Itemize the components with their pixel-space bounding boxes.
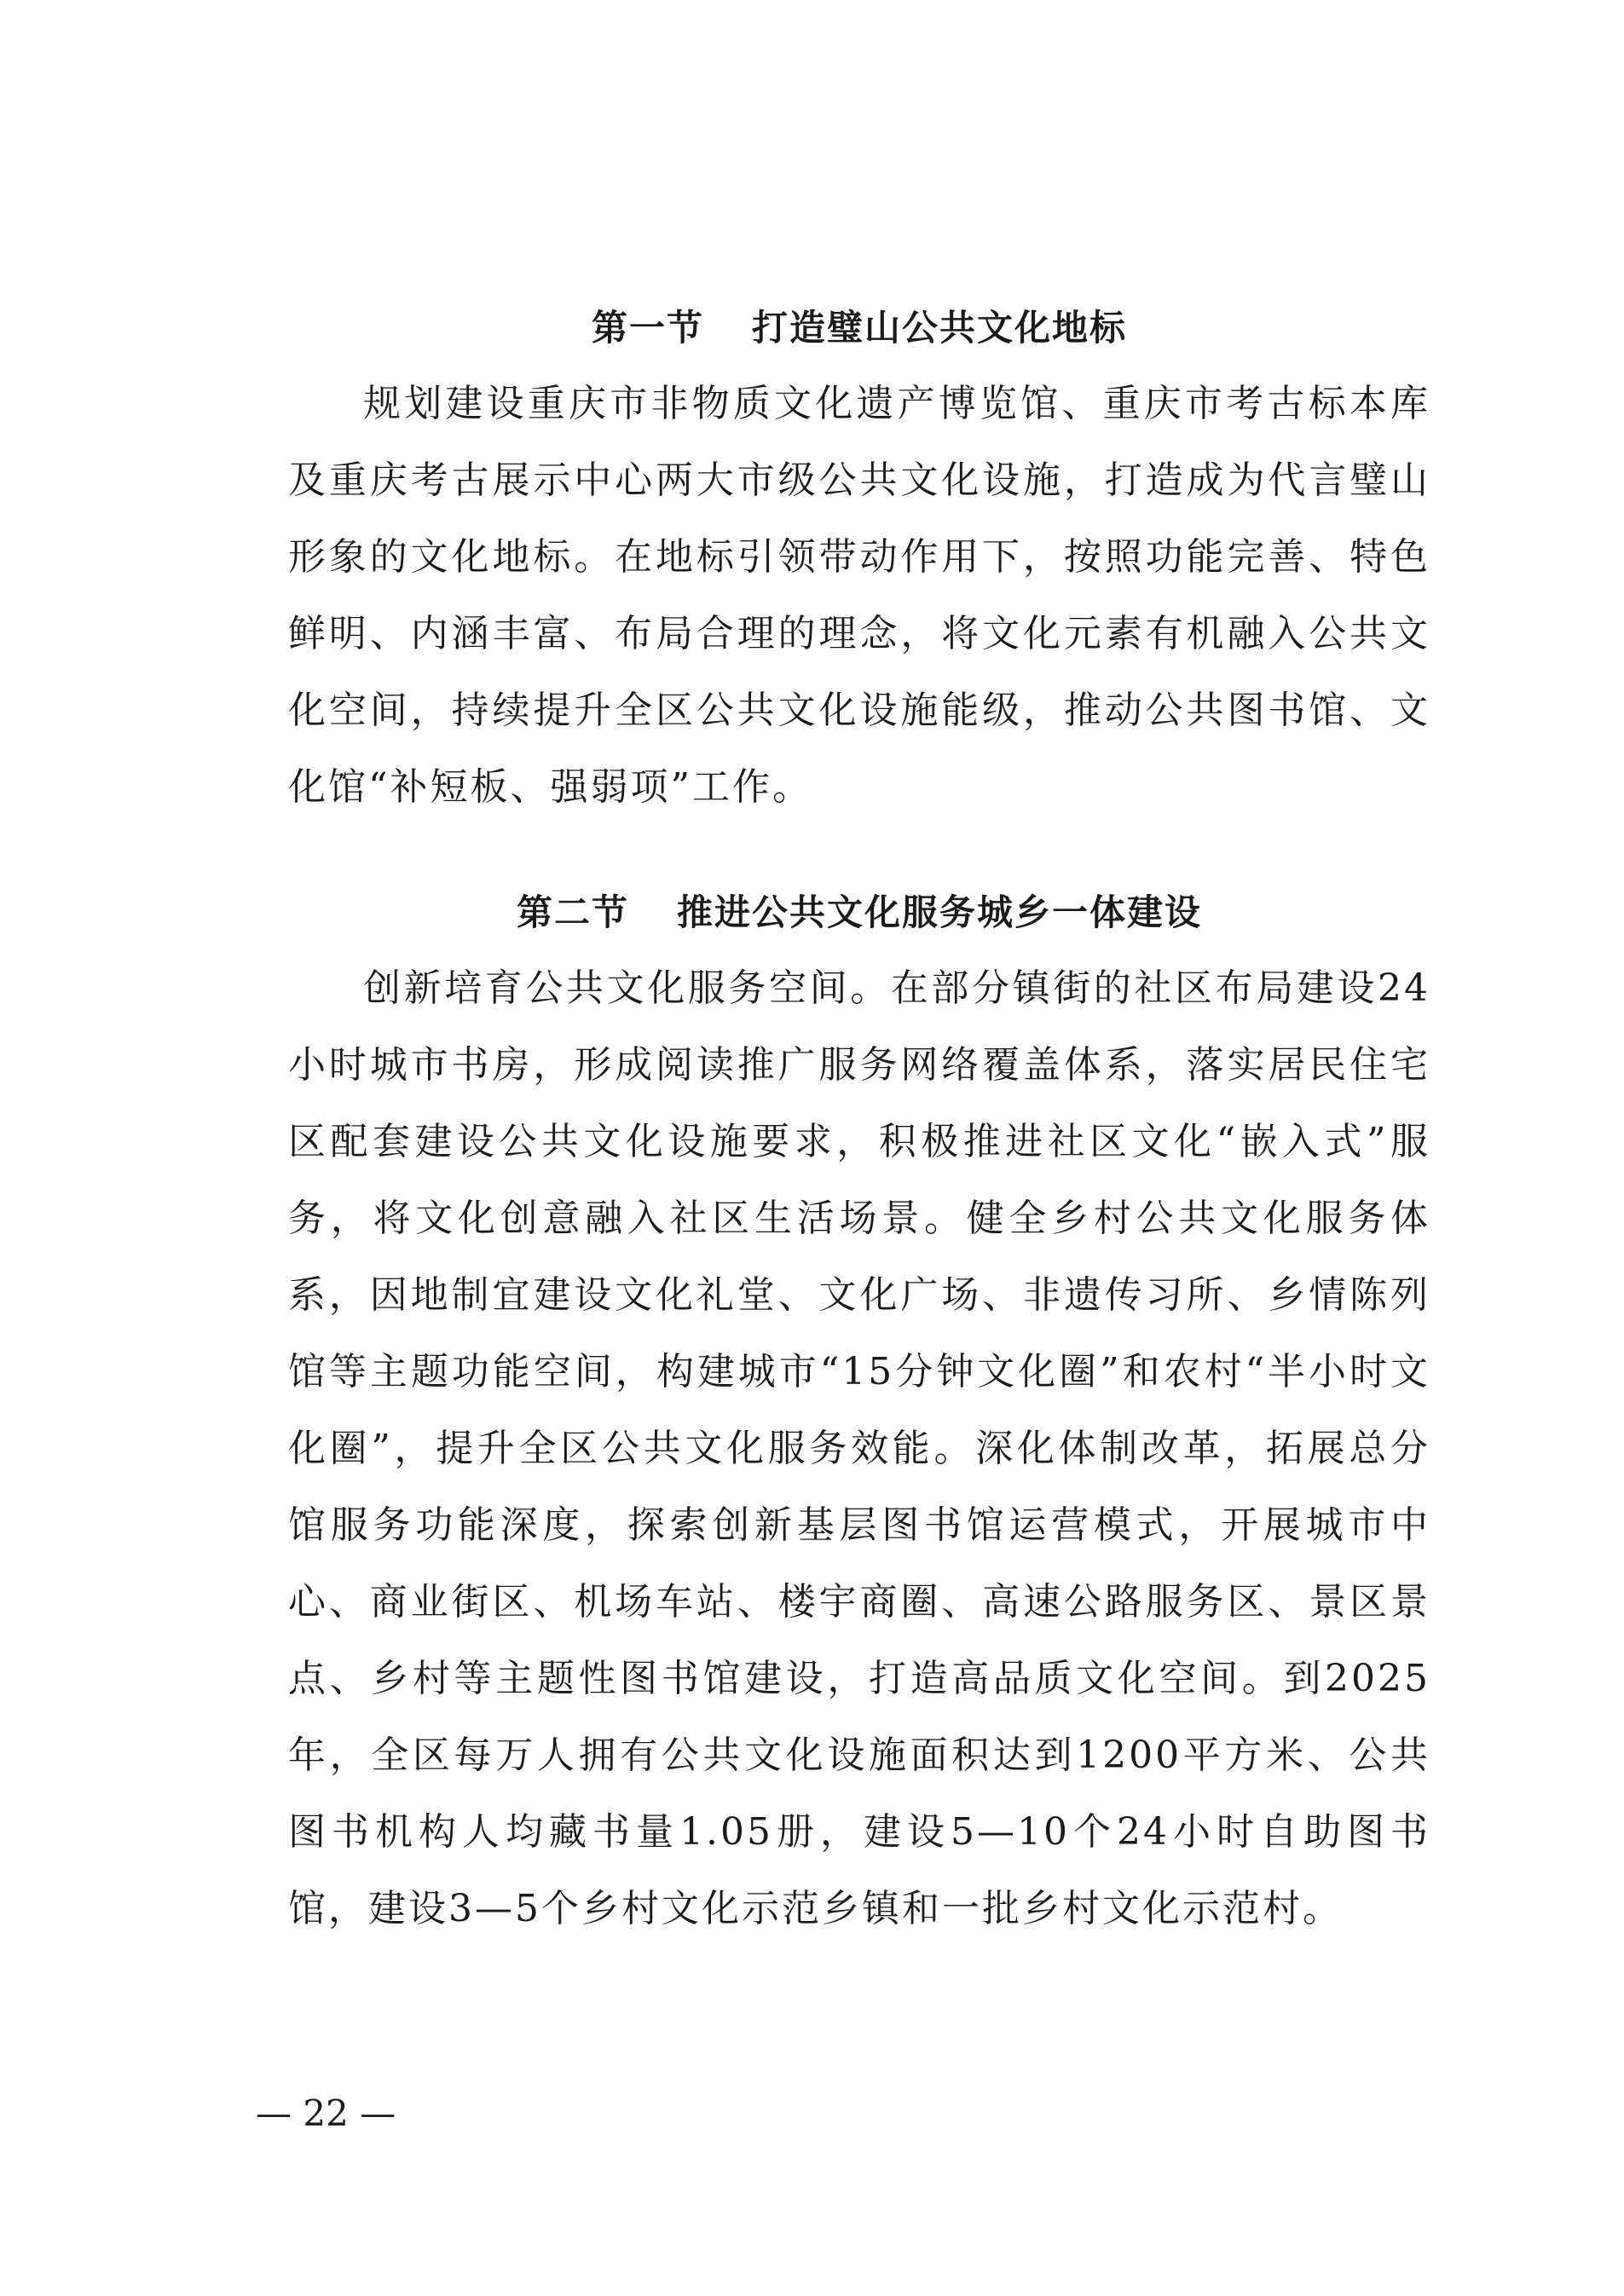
section-1-title: 打造璧山公共文化地标 bbox=[752, 307, 1128, 349]
section-2-heading bbox=[288, 887, 1430, 938]
section-1-paragraph: 规划建设重庆市非物质文化遗产博览馆、重庆市考古标本库及重庆考古展示中心两大市级公共文化设施，打造成为代言璧山形象的文化地标。在地标引领带动作用下，按照功能完善、特色鲜明、内涵丰富、布局合理的理念，将文化元素有机融入公共文化空间，持续提升全区公共文化设施能级，推动公共图书馆、文化馆“补短板、强弱项”工作。 bbox=[288, 382, 1430, 809]
section-1-heading bbox=[288, 303, 1430, 354]
page-number: — 22 — bbox=[256, 2092, 396, 2134]
section-2-title: 推进公共文化服务城乡一体建设 bbox=[677, 891, 1203, 933]
section-1-number: 第一节 bbox=[591, 307, 704, 349]
section-2-paragraph: 创新培育公共文化服务空间。在部分镇街的社区布局建设24小时城市书房，形成阅读推广服务网络覆盖体系，落实居民住宅区配套建设公共文化设施要求，积极推进社区文化“嵌入式”服务，将文化创意融入社区生活场景。健全乡村公共文化服务体系，因地制宜建设文化礼堂、文化广场、非遗传习所、乡情陈列馆等主题功能空间，构建城市“15分钟文化圈”和农村“半小时文化圈”，提升全区公共文化服务效能。深化体制改革，拓展总分馆服务功能深度，探索创新基层图书馆运营模式，开展城市中心、商业街区、机场车站、楼宇商圈、高速公路服务区、景区景点、乡村等主题性图书馆建设，打造高品质文化空间。到2025年，全区每万人拥有公共文化设施面积达到1200平方米、公共图书机构人均藏书量1.05册，建设5—10个24小时自助图书馆，建设3—5个乡村文化示范乡镇和一批乡村文化示范村。 bbox=[288, 966, 1431, 1930]
section-2-number: 第二节 bbox=[516, 891, 629, 933]
page-content bbox=[288, 303, 1430, 1947]
